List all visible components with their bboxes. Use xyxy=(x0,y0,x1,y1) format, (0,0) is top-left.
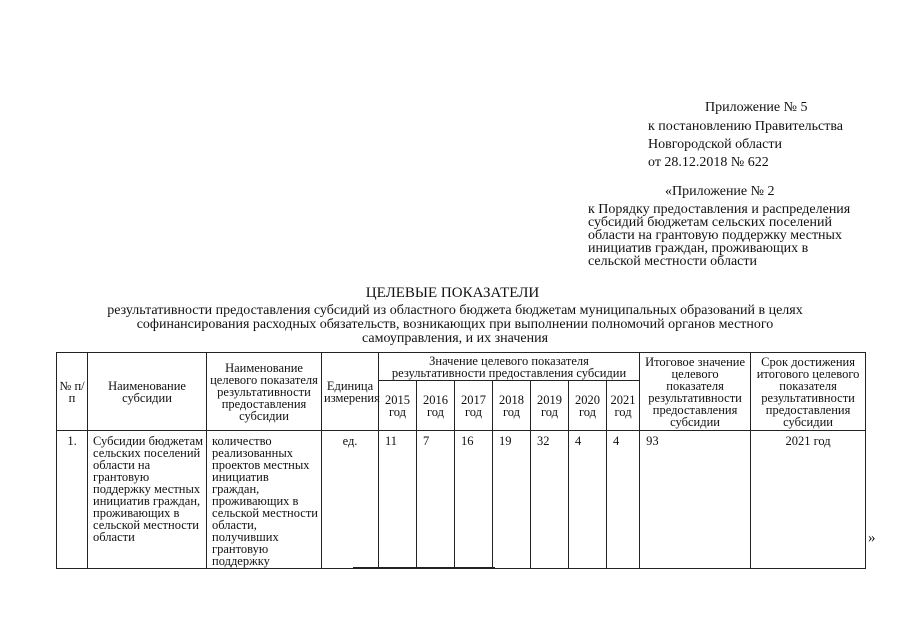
cell-subsidy-name: Субсидии бюджетам сельских поселений области на грантовую поддержку местных инициатив граждан, проживающих в сельской местности области xyxy=(88,431,207,569)
cell-indicator-name: количество реализованных проектов местных инициатив граждан, проживающих в сельской местности области, получивших грантовую поддержку xyxy=(207,431,322,569)
appendix2-line: сельской местности области xyxy=(588,254,757,269)
appendix2-line: субсидий бюджетам сельских поселений xyxy=(588,215,832,230)
header-unit: Единица измерения xyxy=(322,353,379,431)
header-num: № п/п xyxy=(57,353,88,431)
cell-value-2020: 4 xyxy=(569,431,607,569)
table-row xyxy=(57,431,866,569)
appendix2-line: к Порядку предоставления и распределения xyxy=(588,202,851,217)
header-deadline: Срок достижения итогового целевого показателя результативности предоставления субсидии xyxy=(751,353,866,431)
cell-total: 93 xyxy=(640,431,751,569)
appendix2-line: инициатив граждан, проживающих в xyxy=(588,241,809,256)
header-total: Итоговое значение целевого показателя результативности предоставления субсидии xyxy=(640,353,751,431)
subtitle-line: самоуправления, и их значения xyxy=(361,331,549,346)
header-year: 2015 год xyxy=(379,381,417,431)
header-year: 2018 год xyxy=(493,381,531,431)
header-subsidy-name: Наименование субсидии xyxy=(88,353,207,431)
cell-value-2019: 32 xyxy=(531,431,569,569)
header-year: 2019 год xyxy=(531,381,569,431)
cell-value-2016: 7 xyxy=(417,431,455,569)
header-year: 2021 год xyxy=(607,381,640,431)
document-subtitle xyxy=(70,304,840,346)
appendix-to-resolution: к постановлению Правительства xyxy=(648,119,844,134)
cell-value-2017: 16 xyxy=(455,431,493,569)
header-year: 2017 год xyxy=(455,381,493,431)
header-year: 2020 год xyxy=(569,381,607,431)
subtitle-line: софинансирования расходных обязательств, возникающих при выполнении полномочий органов местного xyxy=(136,317,774,332)
cell-num: 1. xyxy=(57,431,88,569)
cell-value-2015: 11 xyxy=(379,431,417,569)
appendix-date: от 28.12.2018 № 622 xyxy=(648,155,769,170)
cell-unit: ед. xyxy=(322,431,379,569)
document-title: ЦЕЛЕВЫЕ ПОКАЗАТЕЛИ xyxy=(365,285,540,301)
indicators-table xyxy=(56,352,866,569)
header-year: 2016 год xyxy=(417,381,455,431)
cell-value-2021: 4 xyxy=(607,431,640,569)
appendix2-line: области на грантовую поддержку местных xyxy=(588,228,842,243)
footer-divider xyxy=(353,567,495,568)
appendix-number: Приложение № 5 xyxy=(705,100,808,115)
cell-deadline: 2021 год xyxy=(751,431,866,569)
closing-quote: » xyxy=(868,530,876,546)
cell-value-2018: 19 xyxy=(493,431,531,569)
header-indicator-name: Наименование целевого показателя результативности предоставления субсидии xyxy=(207,353,322,431)
appendix2-number: «Приложение № 2 xyxy=(665,184,775,199)
subtitle-line: результативности предоставления субсидий из областного бюджета бюджетам муниципальных образований в целях xyxy=(107,303,803,318)
appendix-region: Новгородской области xyxy=(648,137,782,152)
header-values-group: Значение целевого показателя результативности предоставления субсидии xyxy=(379,353,640,381)
